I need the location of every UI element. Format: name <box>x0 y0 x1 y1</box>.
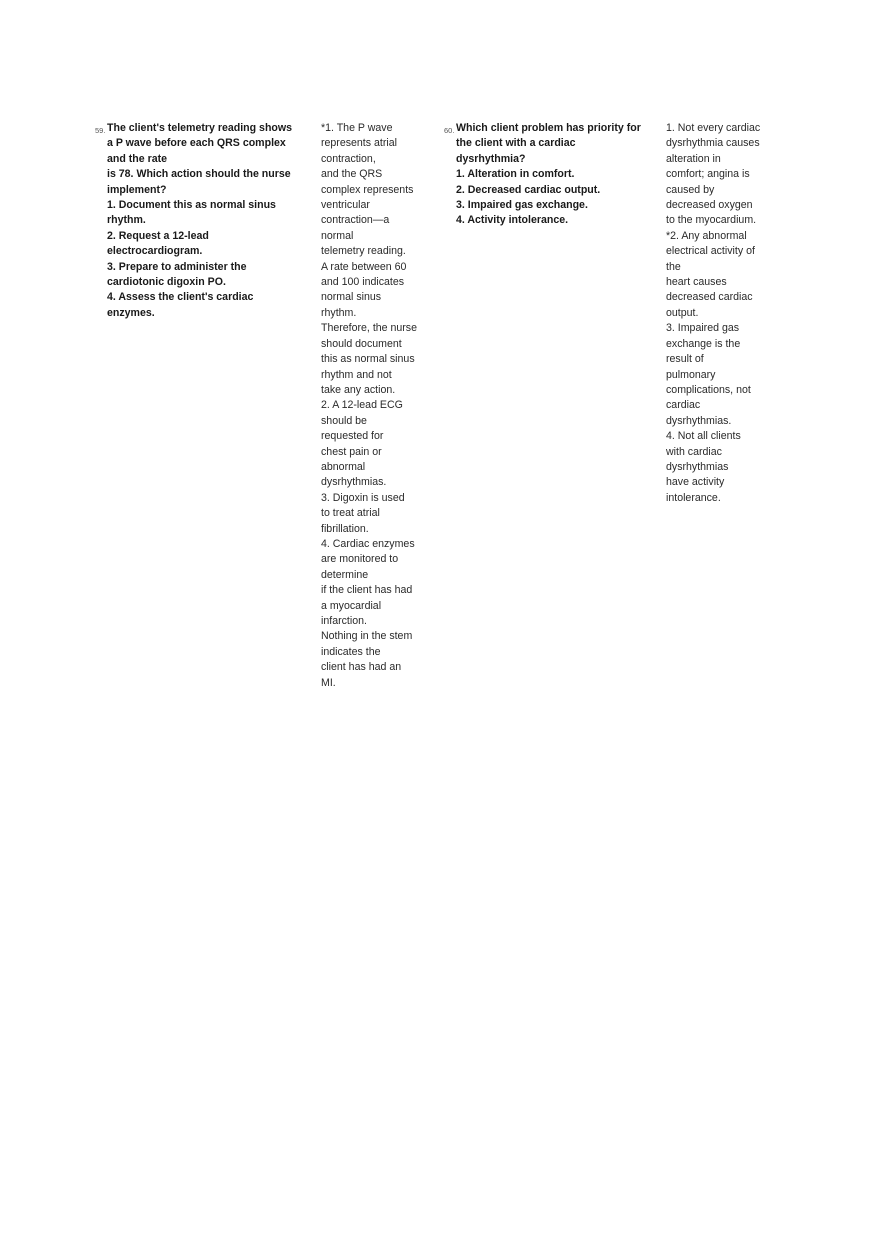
text-line: 1. Document this as normal sinus <box>107 199 276 212</box>
text-line: normal sinus <box>321 291 382 304</box>
text-line: and 100 indicates <box>321 276 405 289</box>
question-60 <box>444 121 656 229</box>
text-line: this as normal sinus <box>321 353 415 366</box>
text-line: The client's telemetry reading shows <box>107 122 293 134</box>
text-line: complex represents <box>321 183 414 196</box>
text-line: abnormal <box>321 460 366 473</box>
text-line: heart causes <box>666 276 727 289</box>
text-line: indicates the <box>321 645 381 658</box>
text-line: decreased oxygen <box>666 199 753 212</box>
text-line: 2. Request a 12-lead <box>107 229 209 242</box>
text-line: telemetry reading. <box>321 245 406 258</box>
text-line: comfort; angina is <box>666 168 750 181</box>
text-line: to treat atrial <box>321 507 380 520</box>
question-59 <box>95 121 307 321</box>
text-line: exchange is the <box>666 337 741 350</box>
text-line: caused by <box>666 183 715 196</box>
text-line: 2. Decreased cardiac output. <box>456 183 601 196</box>
text-line: alteration in <box>666 152 721 165</box>
text-line: *1. The P wave <box>321 122 393 134</box>
text-line: and the QRS <box>321 168 383 181</box>
text-line: Which client problem has priority for <box>456 122 641 134</box>
text-line: cardiac <box>666 399 701 412</box>
text-line: rhythm and not <box>321 368 392 381</box>
text-line: enzymes. <box>107 306 155 319</box>
text-line: a P wave before each QRS complex <box>107 137 286 150</box>
text-line: dysrhythmias. <box>321 476 387 489</box>
text-line: with cardiac <box>666 445 722 458</box>
question-text <box>456 121 656 229</box>
text-line: 2. A 12-lead ECG <box>321 399 403 412</box>
text-line: 4. Cardiac enzymes <box>321 537 415 550</box>
text-line: client has had an <box>321 661 402 674</box>
text-line: should document <box>321 337 402 350</box>
rationale-text <box>666 121 776 506</box>
text-line: contraction, <box>321 152 376 165</box>
text-line: ventricular <box>321 199 370 212</box>
text-line: to the myocardium. <box>666 214 757 227</box>
text-line: electrical activity of <box>666 245 755 258</box>
text-line: dysrhythmias <box>666 460 729 473</box>
text-line: 4. Assess the client's cardiac <box>107 291 254 304</box>
text-line: dysrhythmia? <box>456 152 526 165</box>
text-line: take any action. <box>321 383 396 396</box>
text-line: a myocardial <box>321 599 382 612</box>
text-line: requested for <box>321 430 384 443</box>
text-line: A rate between 60 <box>321 260 407 273</box>
text-line: is 78. Which action should the nurse <box>107 168 291 181</box>
text-line: fibrillation. <box>321 522 369 535</box>
text-line: dysrhythmia causes <box>666 137 760 150</box>
text-line: 1. Not every cardiac <box>666 122 761 134</box>
text-line: complications, not <box>666 383 751 396</box>
text-line: if the client has had <box>321 584 413 597</box>
text-line: chest pain or <box>321 445 382 458</box>
question-text <box>107 121 307 321</box>
text-line: *2. Any abnormal <box>666 229 747 242</box>
rationale-text <box>321 121 431 691</box>
text-line: represents atrial <box>321 137 397 150</box>
text-line: infarction. <box>321 615 367 627</box>
text-line: Therefore, the nurse <box>321 322 417 335</box>
question-number: 60. <box>444 126 455 135</box>
text-line: the client with a cardiac <box>456 137 576 150</box>
text-line: 4. Not all clients <box>666 430 741 443</box>
text-line: 3. Prepare to administer the <box>107 260 247 273</box>
text-line: are monitored to <box>321 553 399 566</box>
text-line: MI. <box>321 676 336 689</box>
text-line: should be <box>321 414 367 427</box>
text-line: have activity <box>666 476 725 489</box>
text-line: cardiotonic digoxin PO. <box>107 276 226 289</box>
text-line: output. <box>666 306 699 319</box>
text-line: determine <box>321 568 369 581</box>
text-line: pulmonary <box>666 368 716 381</box>
text-line: 3. Digoxin is used <box>321 491 405 504</box>
text-line: 4. Activity intolerance. <box>456 214 569 227</box>
text-line: implement? <box>107 183 167 196</box>
question-number: 59. <box>95 126 106 135</box>
text-line: 3. Impaired gas exchange. <box>456 199 588 212</box>
text-line: contraction—a <box>321 214 390 227</box>
text-line: 1. Alteration in comfort. <box>456 168 575 181</box>
text-line: decreased cardiac <box>666 291 753 304</box>
text-line: rhythm. <box>107 214 146 227</box>
text-line: dysrhythmias. <box>666 414 732 427</box>
text-line: normal <box>321 229 354 242</box>
text-line: the <box>666 260 681 273</box>
text-line: intolerance. <box>666 491 721 504</box>
rationale-59 <box>321 121 431 691</box>
rationale-60 <box>666 121 776 506</box>
text-line: 3. Impaired gas <box>666 322 740 335</box>
text-line: electrocardiogram. <box>107 245 203 258</box>
text-line: Nothing in the stem <box>321 630 413 643</box>
text-line: and the rate <box>107 152 168 165</box>
text-line: result of <box>666 353 704 366</box>
text-line: rhythm. <box>321 306 357 319</box>
